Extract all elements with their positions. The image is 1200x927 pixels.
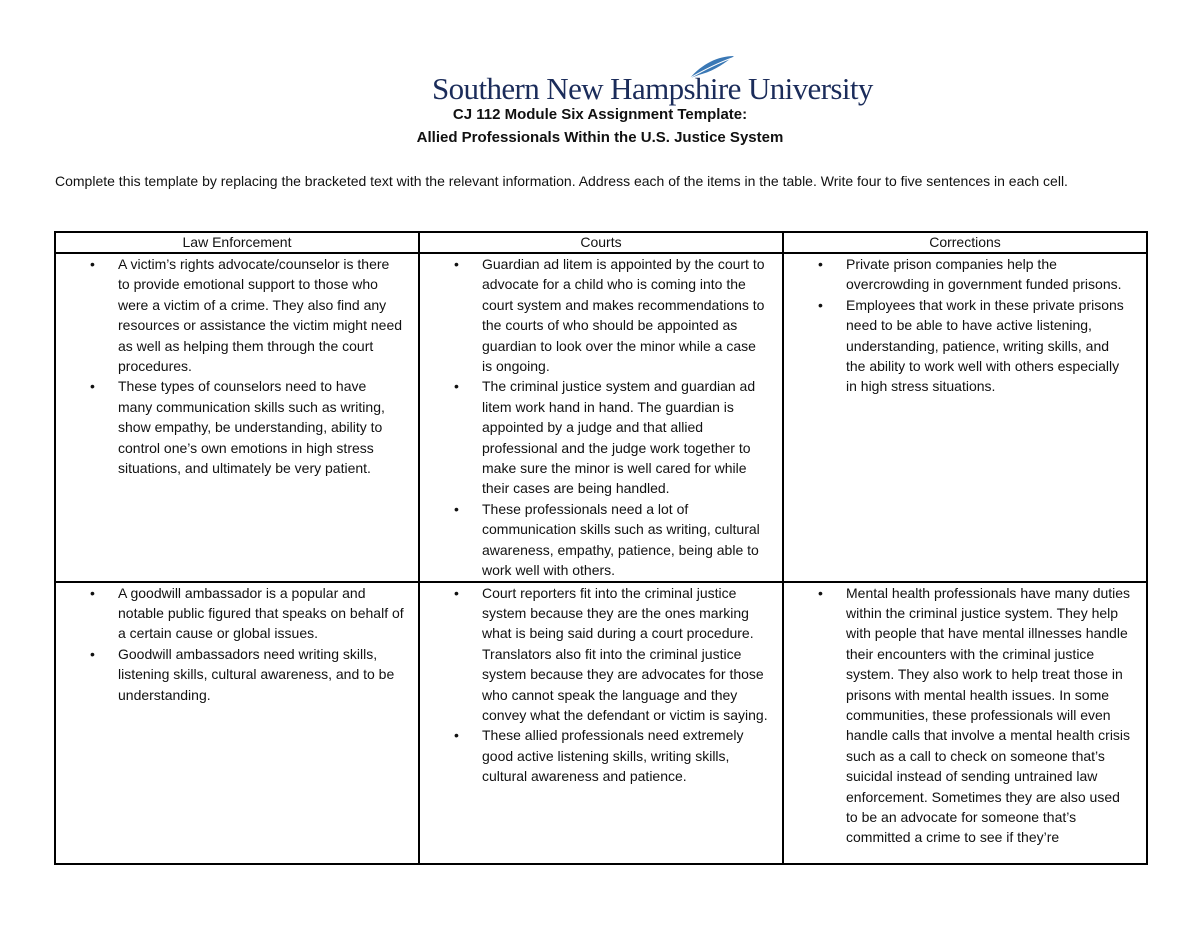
instructions-paragraph: Complete this template by replacing the bracketed text with the relevant information. Address each of the items in the table. Write four to five sentences in each cell. <box>55 173 1068 189</box>
table-row <box>55 253 1147 582</box>
law-enforcement-cell <box>55 253 419 582</box>
courts-cell <box>419 253 783 582</box>
law-enforcement-cell <box>55 582 419 864</box>
column-header-courts: Courts <box>419 232 783 253</box>
table-row <box>55 582 1147 864</box>
bullet-item: • These allied professionals need extremely good active listening skills, writing skills, cultural awareness and patience. <box>482 725 782 786</box>
assignment-table <box>54 231 1148 865</box>
document-title-line1: CJ 112 Module Six Assignment Template: <box>452 106 748 123</box>
logo-wordmark: Southern New Hampshire University <box>432 71 873 106</box>
courts-cell <box>419 582 783 864</box>
bullet-item: • These types of counselors need to have many communication skills such as writing, show empathy, be understanding, ability to control one’s own emotions in high stress situations, and ultimately be very patient. <box>118 376 418 478</box>
bullet-item: • Private prison companies help the overcrowding in government funded prisons. <box>846 254 1146 295</box>
corrections-cell <box>783 582 1147 864</box>
column-header-law-enforcement: Law Enforcement <box>55 232 419 253</box>
bullet-item: • These professionals need a lot of communication skills such as writing, cultural awareness, empathy, patience, being able to work well with others. <box>482 499 782 581</box>
bullet-item: • The criminal justice system and guardian ad litem work hand in hand. The guardian is appointed by a judge and that allied professional and the judge work together to make sure the minor is well cared for while their cases are being handled. <box>482 376 782 498</box>
bullet-item: • Employees that work in these private prisons need to be able to have active listening, understanding, patience, writing skills, and the ability to work well with others especially in high stress situations. <box>846 295 1146 397</box>
column-header-corrections: Corrections <box>783 232 1147 253</box>
university-logo <box>432 56 873 106</box>
corrections-cell <box>783 253 1147 582</box>
bullet-item: • A victim’s rights advocate/counselor is there to provide emotional support to those who were a victim of a crime. They also find any resources or assistance the victim might need as well as helping them through the court procedures. <box>118 254 418 376</box>
bullet-item: • A goodwill ambassador is a popular and notable public figured that speaks on behalf of a certain cause or global issues. <box>118 583 418 644</box>
table-header-row <box>55 232 1147 253</box>
bullet-item: • Court reporters fit into the criminal justice system because they are the ones marking what is being said during a court procedure. Translators also fit into the criminal justice system because they are advocates for those who cannot speak the language and they convey what the defendant or victim is saying. <box>482 583 782 726</box>
bullet-item: • Guardian ad litem is appointed by the court to advocate for a child who is coming into the court system and makes recommendations to the courts of who should be appointed as guardian to look over the minor while a case is ongoing. <box>482 254 782 376</box>
document-title-line2: Allied Professionals Within the U.S. Justice System <box>416 129 784 146</box>
bullet-item: • Mental health professionals have many duties within the criminal justice system. They help with people that have mental illnesses handle their encounters with the criminal justice system. They also work to help treat those in prisons with mental health issues. In some communities, these professionals will even handle calls that involve a mental health crisis such as a call to check on someone that’s suicidal instead of sending untrained law enforcement. Sometimes they are also used to be an advocate for someone that’s committed a crime to see if they’re <box>846 583 1146 848</box>
bullet-item: • Goodwill ambassadors need writing skills, listening skills, cultural awareness, and to be understanding. <box>118 644 418 705</box>
